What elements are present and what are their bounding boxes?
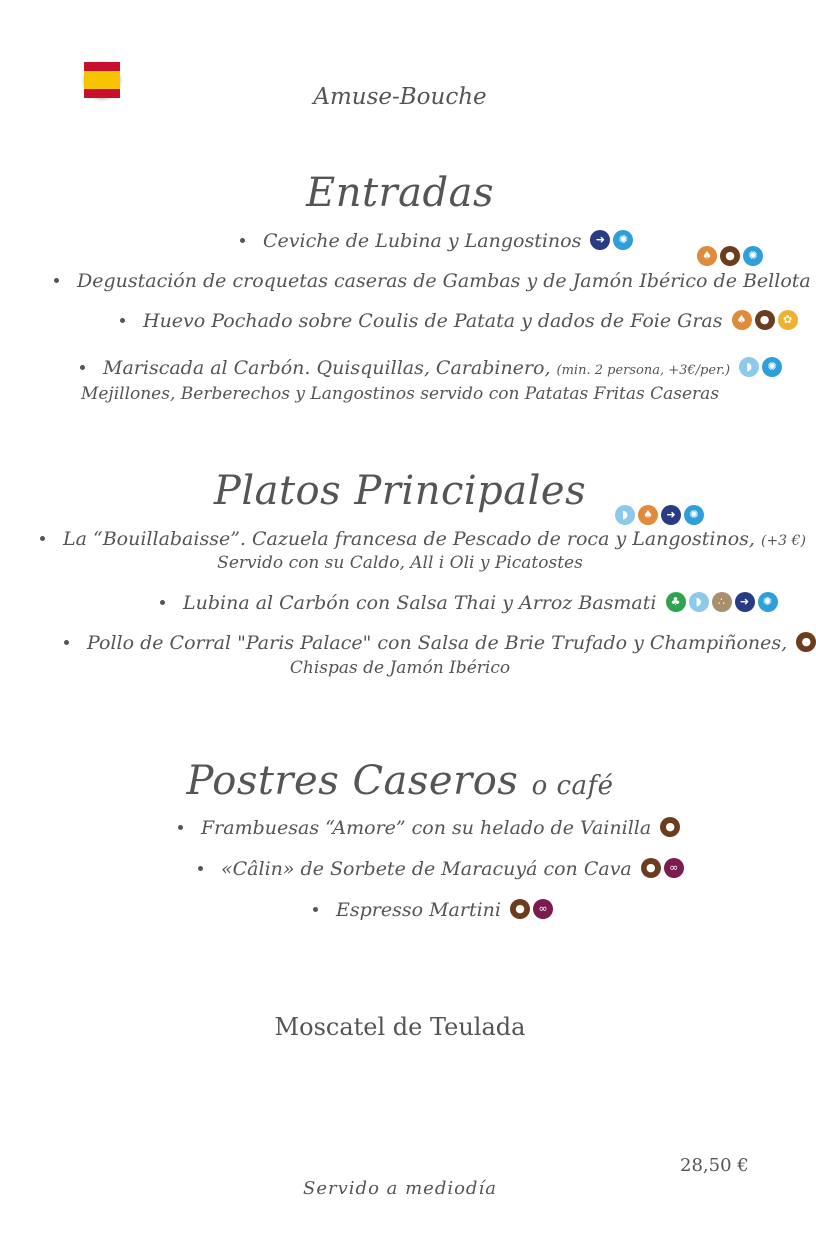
sulphites-icon: ∞: [664, 858, 684, 878]
menu-item-huevo: Huevo Pochado sobre Coulis de Patata y dados de Foie Gras ♠ ● ✿: [120, 310, 798, 332]
bullet: [178, 825, 183, 830]
bullet: [160, 600, 165, 605]
shell-icon: ◗: [689, 592, 709, 612]
shell-icon: ◗: [739, 357, 759, 377]
wine-pairing: Moscatel de Teulada: [274, 1013, 526, 1041]
amuse-bouche-title: Amuse-Bouche: [313, 84, 487, 110]
soy-icon: ∴: [712, 592, 732, 612]
allergen-group-croquetas: [694, 247, 763, 268]
fish-icon: ➜: [590, 230, 610, 250]
egg-icon: ●: [755, 310, 775, 330]
wheat-icon: ♠: [732, 310, 752, 330]
menu-item-mariscada: Mariscada al Carbón. Quisquillas, Carabinero, (min. 2 persona, +3€/per.) ◗ ✺: [80, 357, 782, 379]
bullet: [313, 907, 318, 912]
dairy-icon: ●: [510, 899, 530, 919]
nuts-icon: ♣: [666, 592, 686, 612]
menu-item-espresso-martini: Espresso Martini ● ∞: [313, 899, 553, 921]
crab-icon: ✺: [684, 505, 704, 525]
principales-heading: Platos Principales: [213, 468, 587, 514]
menu-price: 28,50 €: [680, 1155, 749, 1176]
fish-icon: ➜: [661, 505, 681, 525]
menu-item-mariscada-sub: Mejillones, Berberechos y Langostinos servido con Patatas Fritas Caseras: [80, 384, 720, 404]
menu-item-bouillabaisse: La “Bouillabaisse”. Cazuela francesa de Pescado de roca y Langostinos, (+3 €): [40, 528, 806, 550]
egg-icon: ●: [720, 246, 740, 266]
menu-item-pollo: Pollo de Corral "Paris Palace" con Salsa de Brie Trufado y Champiñones, ●: [64, 632, 816, 654]
menu-item-lubina: Lubina al Carbón con Salsa Thai y Arroz Basmati ♣ ◗ ∴ ➜ ✺: [160, 592, 778, 614]
dairy-icon: ●: [641, 858, 661, 878]
crab-icon: ✺: [762, 357, 782, 377]
dairy-icon: ●: [796, 632, 816, 652]
wheat-icon: ♠: [697, 246, 717, 266]
entradas-heading: Entradas: [306, 170, 494, 216]
wheat-icon: ♠: [638, 505, 658, 525]
crab-icon: ✺: [743, 246, 763, 266]
bullet: [64, 640, 69, 645]
postres-heading: Postres Caseros o café: [186, 758, 614, 804]
menu-item-bouillabaisse-sub: Servido con su Caldo, All i Oli y Picatostes: [217, 553, 583, 573]
crab-icon: ✺: [613, 230, 633, 250]
allergen-group-bouillabaisse: [612, 506, 704, 527]
crab-icon: ✺: [758, 592, 778, 612]
menu-item-frambuesas: Frambuesas “Amore” con su helado de Vainilla ●: [178, 817, 680, 839]
menu-item-pollo-sub: Chispas de Jamón Ibérico: [289, 658, 511, 678]
dairy-icon: ●: [660, 817, 680, 837]
menu-item-croquetas: Degustación de croquetas caseras de Gambas y de Jamón Ibérico de Bellota: [54, 270, 811, 292]
sulphites-icon: ∞: [533, 899, 553, 919]
bullet: [240, 238, 245, 243]
shell-icon: ◗: [615, 505, 635, 525]
bullet: [198, 866, 203, 871]
bullet: [40, 536, 45, 541]
bullet: [80, 365, 85, 370]
fish-icon: ➜: [735, 592, 755, 612]
bullet: [120, 318, 125, 323]
menu-item-ceviche: Ceviche de Lubina y Langostinos ➜ ✺: [240, 230, 633, 252]
served-note: Servido a mediodía: [303, 1178, 497, 1199]
dairy-icon: ✿: [778, 310, 798, 330]
bullet: [54, 278, 59, 283]
menu-item-calin: «Câlin» de Sorbete de Maracuyá con Cava ● ∞: [198, 858, 684, 880]
